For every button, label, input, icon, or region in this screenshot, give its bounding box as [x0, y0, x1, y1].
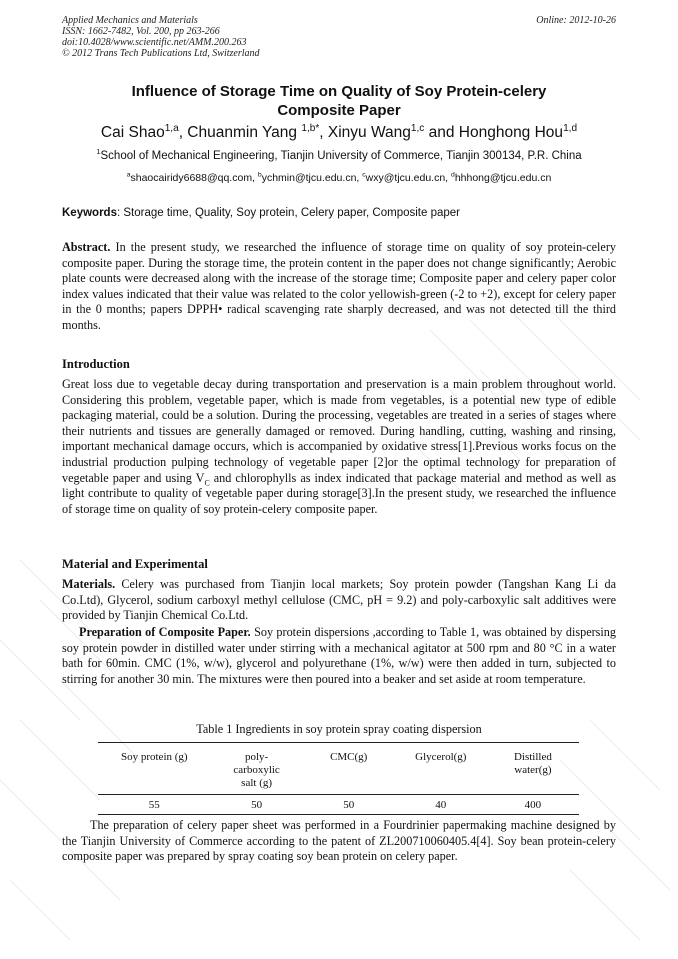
section-heading-introduction: Introduction — [62, 357, 130, 371]
email-link[interactable]: ychmin@tjcu.edu.cn, — [261, 172, 363, 184]
closing-paragraph: The preparation of celery paper sheet was performed in a Fourdrinier papermaking machine designed by the Tianjin University of Commerce according to the patent of ZL200710060405.4[4]. Soy bean protein-celery composite paper was prepared by spray coating soy bean protein on celery paper. — [62, 818, 616, 864]
ingredients-table — [98, 742, 579, 815]
materials-paragraph — [62, 577, 616, 624]
abstract-text: In the present study, we researched the influence of storage time on quality of soy protein-celery composite paper. During the storage time, the protein content in the paper does not change significantly; Aerobic plate counts were decreased along with the increase of the storage time; Composite paper and celery paper color index values indicated that their value was related to the color yellowish-green (-2 to +2), except for celery paper in the 0 months; papers DPPH• radical scavenging rate sharply decreased, and was not detected till the third months. — [62, 240, 616, 332]
author-affil-marker: 1,a — [164, 122, 179, 134]
table-header-cell: Glycerol(g) — [395, 743, 487, 795]
table-cell: 40 — [395, 795, 487, 815]
abstract-label: Abstract. — [62, 240, 111, 254]
materials-label: Materials. — [62, 577, 116, 591]
author-emails — [62, 172, 616, 184]
author-affil-marker: 1,b* — [301, 122, 320, 134]
doi-line: doi:10.4028/www.scientific.net/AMM.200.263 — [62, 37, 247, 48]
table-header-cell: poly-carboxylic salt (g) — [211, 743, 303, 795]
preparation-label: Preparation of Composite Paper. — [79, 625, 251, 639]
materials-text: Celery was purchased from Tianjin local markets; Soy protein powder (Tangshan Kang Li da Co.Ltd), Glycerol, sodium carboxyl methyl cellulose (CMC, pH = 9.2) and poly-carboxylic salt additives were provided by Tianjin Chemical Co.Ltd. — [62, 577, 616, 623]
email-link[interactable]: hhhong@tjcu.edu.cn — [454, 172, 552, 184]
email-marker: b — [257, 171, 262, 179]
title-line-1: Influence of Storage Time on Quality of Soy Protein-celery — [131, 83, 547, 100]
email-marker: c — [362, 171, 366, 179]
paper-title — [62, 82, 616, 120]
vitamin-subscript: C — [204, 478, 210, 487]
keywords-label: Keywords — [62, 207, 117, 219]
issn-line: ISSN: 1662-7482, Vol. 200, pp 263-266 — [62, 26, 220, 37]
abstract — [62, 240, 616, 334]
table-header-cell: Distilled water(g) — [487, 743, 579, 795]
table-cell: 50 — [303, 795, 395, 815]
preparation-text: Soy protein dispersions ,according to Table 1, was obtained by dispersing soy protein powder in distilled water under stirring with a mechanical agitator at 500 rpm and 80 °C in a water bath for 60min. CMC (1%, w/w), glycerol and polyurethane (1%, w/w) were then added in turn, subjected to stirring for another 30 min. The mixtures were then poured into a beaker and set aside at room temperature. — [62, 625, 616, 686]
author-affil-marker: 1,d — [563, 122, 578, 134]
email-link[interactable]: shaocairidy6688@qq.com, — [130, 172, 255, 184]
email-link[interactable]: wxy@tjcu.edu.cn, — [365, 172, 452, 184]
journal-name: Applied Mechanics and Materials — [62, 15, 198, 26]
author-name: Cai Shao — [100, 124, 165, 141]
affiliation — [62, 147, 616, 162]
author-affil-marker: 1,c — [410, 122, 425, 134]
author-name: , Chuanmin Yang — [178, 124, 302, 141]
preparation-paragraph — [62, 625, 616, 687]
email-marker: d — [451, 171, 455, 179]
table-cell: 55 — [98, 795, 211, 815]
email-marker: a — [126, 171, 131, 179]
affiliation-marker: 1 — [96, 147, 101, 157]
table-cell: 400 — [487, 795, 579, 815]
section-heading-materials: Material and Experimental — [62, 557, 208, 571]
keywords — [62, 207, 616, 219]
introduction-text: Great loss due to vegetable decay during transportation and preservation is a main problem throughout world. Considering this problem, vegetable paper, which is made from vegetables, is a potential new type of edible packaging material, could be a solution. During the processing, vegetables are treated in a series of stages where their nutrients and tissues are generally damaged or removed. During handling, cutting, washing and rinsing, important mechanical damage occurs, which is accompanied by oxidative stress[1].Previous works focus on the industrial production pulping technology of vegetable paper [2]or the optimal technology for preparation of vegetable paper and using V — [62, 377, 616, 485]
affiliation-text: School of Mechanical Engineering, Tianjin University of Commerce, Tianjin 300134, P.R. China — [100, 150, 582, 162]
introduction-text-cont: and chlorophylls as index indicated that package material and method as well as light contribute to quality of vegetable paper during storage[3].In the present study, we researched the influence of storage time on quality of soy protein-celery composite paper. — [62, 470, 616, 516]
table-cell: 50 — [211, 795, 303, 815]
journal-header — [62, 15, 616, 59]
table-header-cell: Soy protein (g) — [98, 743, 211, 795]
table-header-cell: CMC(g) — [303, 743, 395, 795]
online-date: Online: 2012-10-26 — [536, 15, 616, 26]
keywords-text: : Storage time, Quality, Soy protein, Celery paper, Composite paper — [116, 207, 461, 219]
title-line-2: Composite Paper — [277, 102, 401, 119]
introduction-body — [62, 377, 616, 517]
table-caption: Table 1 Ingredients in soy protein spray coating dispersion — [196, 722, 482, 736]
copyright-line: © 2012 Trans Tech Publications Ltd, Switzerland — [62, 48, 260, 59]
table-header-row — [98, 743, 579, 795]
author-list — [62, 124, 616, 142]
author-name: , Xinyu Wang — [319, 124, 411, 141]
author-name: and Honghong Hou — [424, 124, 564, 141]
table-row — [98, 795, 579, 815]
